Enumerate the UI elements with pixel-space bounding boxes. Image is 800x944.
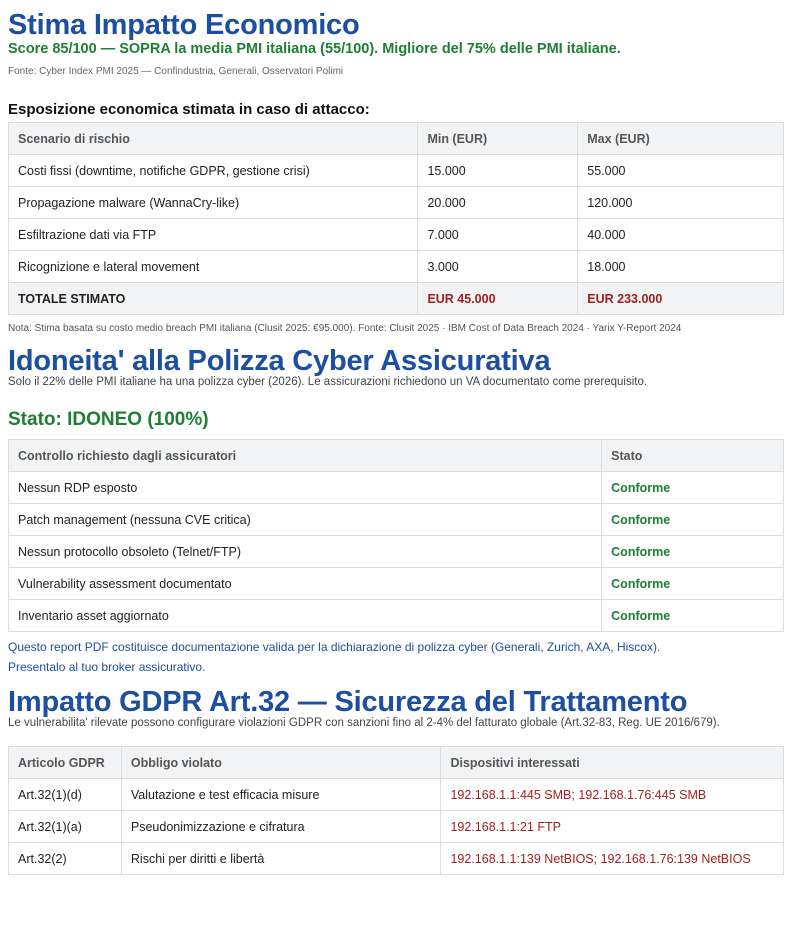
stato-cell: Conforme: [602, 600, 784, 632]
column-header: Scenario di rischio: [9, 123, 418, 155]
table-row: [9, 568, 784, 600]
impatto-note: Nota: Stima basata su costo medio breach PMI italiana (Clusit 2025: €95.000). Fonte: Clusit 2025 · IBM Cost of Data Breach 2024 · Yarix Y-Report 2024: [8, 323, 682, 334]
stato-cell: Conforme: [602, 472, 784, 504]
stato-cell: Conforme: [602, 504, 784, 536]
stato-cell: Conforme: [602, 536, 784, 568]
max-cell: 120.000: [578, 187, 784, 219]
column-header: Max (EUR): [578, 123, 784, 155]
total-row: [9, 283, 784, 315]
polizza-note-line2: Presentalo al tuo broker assicurativo.: [8, 660, 206, 674]
dispositivi-cell: 192.168.1.1:445 SMB; 192.168.1.76:445 SMB: [441, 779, 784, 811]
column-header: Controllo richiesto dagli assicuratori: [9, 440, 602, 472]
articolo-cell: Art.32(1)(d): [9, 779, 122, 811]
esposizione-table: [8, 122, 784, 315]
obbligo-cell: Rischi per diritti e libertà: [121, 843, 441, 875]
scenario-cell: Propagazione malware (WannaCry-like): [9, 187, 418, 219]
articolo-cell: Art.32(2): [9, 843, 122, 875]
score-summary: Score 85/100 — SOPRA la media PMI italiana (55/100). Migliore del 75% delle PMI italiane.: [8, 41, 621, 57]
table-row: [9, 811, 784, 843]
table-row: [9, 779, 784, 811]
scenario-cell: Esfiltrazione dati via FTP: [9, 219, 418, 251]
table-row: [9, 187, 784, 219]
column-header: Dispositivi interessati: [441, 747, 784, 779]
polizza-note-line1: Questo report PDF costituisce documentazione valida per la dichiarazione di polizza cyber (Generali, Zurich, AXA, Hiscox).: [8, 640, 661, 654]
column-header: Obbligo violato: [121, 747, 441, 779]
polizza-table: [8, 439, 784, 632]
gdpr-title: Impatto GDPR Art.32 — Sicurezza del Trattamento: [8, 686, 688, 718]
table-row: [9, 251, 784, 283]
table-row: [9, 843, 784, 875]
min-cell: 7.000: [418, 219, 578, 251]
obbligo-cell: Pseudonimizzazione e cifratura: [121, 811, 441, 843]
table-row: [9, 219, 784, 251]
esposizione-subheading: Esposizione economica stimata in caso di attacco:: [8, 101, 370, 118]
column-header: Stato: [602, 440, 784, 472]
scenario-cell: Ricognizione e lateral movement: [9, 251, 418, 283]
controllo-cell: Nessun protocollo obsoleto (Telnet/FTP): [9, 536, 602, 568]
total-max: EUR 233.000: [578, 283, 784, 315]
min-cell: 3.000: [418, 251, 578, 283]
max-cell: 55.000: [578, 155, 784, 187]
table-row: [9, 600, 784, 632]
polizza-stato: Stato: IDONEO (100%): [8, 409, 209, 430]
polizza-intro: Solo il 22% delle PMI italiane ha una polizza cyber (2026). Le assicurazioni richiedono un VA documentato come prerequisito.: [8, 376, 648, 388]
impatto-source: Fonte: Cyber Index PMI 2025 — Confindustria, Generali, Osservatori Polimi: [8, 66, 344, 77]
polizza-title: Idoneita' alla Polizza Cyber Assicurativa: [8, 345, 551, 377]
table-header-row: [9, 440, 784, 472]
controllo-cell: Patch management (nessuna CVE critica): [9, 504, 602, 536]
max-cell: 18.000: [578, 251, 784, 283]
articolo-cell: Art.32(1)(a): [9, 811, 122, 843]
gdpr-table: [8, 746, 784, 875]
controllo-cell: Vulnerability assessment documentato: [9, 568, 602, 600]
table-row: [9, 536, 784, 568]
scenario-cell: Costi fissi (downtime, notifiche GDPR, gestione crisi): [9, 155, 418, 187]
min-cell: 15.000: [418, 155, 578, 187]
polizza-note: [8, 637, 784, 677]
total-min: EUR 45.000: [418, 283, 578, 315]
max-cell: 40.000: [578, 219, 784, 251]
gdpr-intro: Le vulnerabilita' rilevate possono configurare violazioni GDPR con sanzioni fino al 2-4% del fatturato globale (Art.32-83, Reg. UE 2016/679).: [8, 717, 720, 729]
obbligo-cell: Valutazione e test efficacia misure: [121, 779, 441, 811]
impatto-title: Stima Impatto Economico: [8, 9, 360, 41]
column-header: Min (EUR): [418, 123, 578, 155]
table-row: [9, 472, 784, 504]
controllo-cell: Inventario asset aggiornato: [9, 600, 602, 632]
table-row: [9, 504, 784, 536]
column-header: Articolo GDPR: [9, 747, 122, 779]
table-row: [9, 155, 784, 187]
stato-cell: Conforme: [602, 568, 784, 600]
dispositivi-cell: 192.168.1.1:21 FTP: [441, 811, 784, 843]
total-label: TOTALE STIMATO: [9, 283, 418, 315]
table-header-row: [9, 747, 784, 779]
min-cell: 20.000: [418, 187, 578, 219]
table-header-row: [9, 123, 784, 155]
dispositivi-cell: 192.168.1.1:139 NetBIOS; 192.168.1.76:139 NetBIOS: [441, 843, 784, 875]
controllo-cell: Nessun RDP esposto: [9, 472, 602, 504]
